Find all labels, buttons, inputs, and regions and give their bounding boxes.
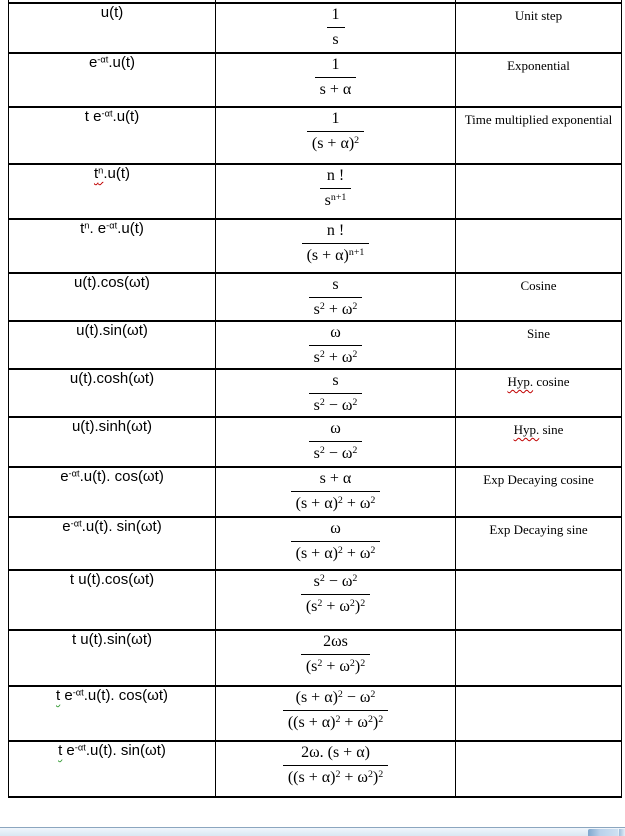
fraction	[307, 108, 364, 154]
time-function-cell	[9, 517, 216, 570]
text-segment: n !	[326, 222, 345, 239]
text-segment: 2ω. (s + α)	[301, 744, 370, 761]
fraction-numerator	[320, 165, 352, 189]
text-segment: Exp Decaying sine	[489, 522, 588, 537]
superscript: -αt	[68, 468, 80, 479]
table-row	[9, 219, 622, 273]
table-row	[9, 570, 622, 630]
table-row	[9, 686, 622, 741]
time-function-cell	[9, 741, 216, 797]
superscript: n+1	[348, 247, 365, 259]
fraction	[301, 631, 370, 677]
fraction	[327, 4, 345, 50]
signal-name-cell	[456, 517, 622, 570]
text-segment: t e	[84, 108, 102, 125]
fraction-denominator	[301, 655, 370, 677]
scrollbar-corner	[619, 829, 625, 836]
text-segment: Hyp.	[513, 422, 540, 437]
time-function-cell	[9, 53, 216, 107]
fraction-denominator	[291, 492, 381, 514]
superscript: 2	[317, 598, 323, 610]
superscript: -αt	[101, 108, 113, 119]
fraction-numerator	[302, 220, 370, 244]
text-segment: ω	[330, 420, 341, 437]
time-function-cell	[9, 219, 216, 273]
superscript: 2	[337, 545, 343, 557]
superscript: n	[98, 165, 104, 176]
time-function-cell	[9, 570, 216, 630]
fraction	[283, 687, 388, 733]
text-segment: e	[60, 468, 69, 485]
superscript: 2	[319, 397, 325, 409]
text-segment: )	[354, 658, 361, 675]
table-row	[9, 321, 622, 369]
laplace-transform-table	[8, 0, 622, 798]
fraction-numerator	[315, 54, 357, 78]
signal-name-cell	[456, 630, 622, 686]
text-segment: .u(t)	[117, 220, 144, 237]
text-segment: − ω	[324, 445, 353, 462]
text-segment: Hyp.	[507, 374, 534, 389]
laplace-table-body	[9, 0, 622, 797]
fraction-denominator	[309, 298, 363, 320]
text-segment: t	[93, 165, 99, 182]
fraction-denominator	[315, 78, 357, 100]
text-segment: s	[313, 349, 320, 366]
text-segment: u(t).sin(ωt)	[76, 322, 148, 339]
table-row	[9, 3, 622, 53]
fraction	[309, 274, 363, 320]
fraction-numerator	[309, 274, 363, 298]
fraction	[309, 418, 363, 464]
table-row	[9, 369, 622, 417]
superscript: 2	[370, 495, 376, 507]
text-segment: e	[62, 742, 75, 759]
signal-name-cell	[456, 273, 622, 321]
superscript: 2	[352, 349, 358, 361]
text-segment: (s + α)	[295, 545, 338, 562]
text-segment: u(t).sinh(ωt)	[71, 418, 153, 435]
text-segment: 2ωs	[323, 633, 348, 650]
text-segment: ((s + α)	[287, 714, 336, 731]
time-function-cell	[9, 369, 216, 417]
time-function-cell	[9, 273, 216, 321]
text-segment: .u(t). cos(ωt)	[83, 687, 168, 704]
time-function-cell	[9, 467, 216, 517]
superscript: 2	[360, 658, 366, 670]
fraction	[309, 370, 363, 416]
text-segment: + ω	[324, 301, 353, 318]
laplace-transform-cell	[216, 417, 456, 467]
text-segment: 1	[331, 56, 340, 73]
fraction-denominator	[301, 595, 370, 617]
text-segment: .u(t)	[103, 165, 130, 182]
fraction	[320, 165, 352, 211]
superscript: 2	[349, 658, 355, 670]
text-segment: − ω	[324, 573, 353, 590]
text-segment: − ω	[342, 689, 371, 706]
text-segment: + ω	[340, 769, 368, 786]
text-segment: + ω	[342, 495, 371, 512]
superscript: 2	[349, 598, 355, 610]
laplace-transform-cell	[216, 107, 456, 164]
time-function-cell	[9, 417, 216, 467]
fraction	[301, 571, 370, 617]
superscript: 2	[370, 545, 376, 557]
scrollbar-thumb[interactable]	[588, 829, 618, 836]
fraction	[309, 322, 363, 368]
time-function-cell	[9, 321, 216, 369]
fraction	[302, 220, 370, 266]
table-row	[9, 107, 622, 164]
table-row	[9, 53, 622, 107]
text-segment: (s	[305, 658, 318, 675]
text-segment: (s + α)	[311, 135, 355, 152]
laplace-transform-cell	[216, 570, 456, 630]
signal-name-cell	[456, 3, 622, 53]
text-segment: u(t).cos(ωt)	[74, 274, 150, 291]
fraction	[315, 54, 357, 100]
superscript: n	[84, 220, 90, 231]
fraction-numerator	[291, 468, 381, 492]
fraction-numerator	[309, 322, 363, 346]
text-segment: ω	[330, 324, 341, 341]
superscript: 2	[367, 769, 373, 781]
superscript: 2	[352, 573, 358, 585]
superscript: 2	[319, 573, 325, 585]
laplace-transform-cell	[216, 273, 456, 321]
signal-name-cell	[456, 467, 622, 517]
superscript: 2	[378, 714, 384, 726]
table-row	[9, 467, 622, 517]
text-segment: e	[60, 687, 73, 704]
text-segment: Cosine	[520, 278, 557, 293]
signal-name-cell	[456, 369, 622, 417]
fraction-numerator	[301, 571, 370, 595]
laplace-transform-cell	[216, 53, 456, 107]
table-row	[9, 630, 622, 686]
text-segment: Sine	[526, 326, 551, 341]
superscript: 2	[352, 445, 358, 457]
fraction-numerator	[291, 518, 381, 542]
text-segment: s + α	[319, 81, 352, 98]
text-segment: u(t).cosh(ωt)	[69, 370, 155, 387]
text-segment: Unit step	[514, 8, 563, 23]
fraction-numerator	[309, 418, 363, 442]
text-segment: t	[56, 687, 61, 704]
text-segment: s	[332, 372, 339, 389]
text-segment: t u(t).sin(ωt)	[71, 631, 153, 648]
laplace-transform-cell	[216, 517, 456, 570]
superscript: -αt	[97, 54, 109, 65]
text-segment: (s	[305, 598, 318, 615]
text-segment: + ω	[340, 714, 368, 731]
text-segment: cosine	[533, 374, 570, 389]
text-segment: Time multiplied exponential	[464, 112, 613, 127]
text-segment: 1	[331, 110, 340, 127]
table-row	[9, 417, 622, 467]
fraction-numerator	[327, 4, 345, 28]
text-segment: + ω	[342, 545, 371, 562]
text-segment: t	[58, 742, 63, 759]
time-function-cell	[9, 107, 216, 164]
text-segment: s	[324, 192, 331, 209]
time-function-cell	[9, 164, 216, 219]
fraction-denominator	[283, 711, 388, 733]
laplace-transform-cell	[216, 3, 456, 53]
superscript: 2	[352, 397, 358, 409]
text-segment: + ω	[322, 598, 350, 615]
fraction-denominator	[291, 542, 381, 564]
text-segment: Exp Decaying cosine	[483, 472, 594, 487]
spellcheck-squiggle	[94, 165, 103, 182]
superscript: n+1	[330, 192, 347, 204]
superscript: 2	[367, 714, 373, 726]
fraction-numerator	[307, 108, 364, 132]
text-segment: s	[332, 31, 339, 48]
fraction-denominator	[327, 28, 345, 50]
laplace-transform-cell	[216, 630, 456, 686]
time-function-cell	[9, 630, 216, 686]
laplace-transform-cell	[216, 219, 456, 273]
text-segment: .u(t)	[108, 54, 136, 71]
signal-name-cell	[456, 417, 622, 467]
text-segment: n !	[326, 167, 345, 184]
laplace-transform-cell	[216, 741, 456, 797]
superscript: -αt	[72, 687, 84, 698]
signal-name-cell	[456, 219, 622, 273]
text-segment: s	[313, 301, 320, 318]
text-segment: )	[372, 769, 379, 786]
text-segment: .u(t). cos(ωt)	[79, 468, 164, 485]
superscript: 2	[352, 301, 358, 313]
time-function-cell	[9, 686, 216, 741]
horizontal-scrollbar[interactable]	[0, 827, 625, 836]
text-segment: . e	[89, 220, 107, 237]
superscript: 2	[360, 598, 366, 610]
fraction-numerator	[283, 742, 388, 766]
fraction-numerator	[283, 687, 388, 711]
text-segment: .u(t). sin(ωt)	[81, 518, 162, 535]
superscript: 2	[317, 658, 323, 670]
text-segment: .u(t). sin(ωt)	[85, 742, 166, 759]
laplace-transform-cell	[216, 369, 456, 417]
text-segment: (s + α)	[295, 495, 338, 512]
text-segment: e	[62, 518, 71, 535]
text-segment: s	[313, 397, 320, 414]
fraction-denominator	[309, 394, 363, 416]
text-segment: − ω	[324, 397, 353, 414]
text-segment: s + α	[319, 470, 352, 487]
superscript: -αt	[70, 518, 82, 529]
text-segment: + ω	[322, 658, 350, 675]
superscript: 2	[335, 769, 341, 781]
text-segment: t	[80, 220, 85, 237]
fraction-denominator	[302, 244, 370, 266]
signal-name-cell	[456, 321, 622, 369]
text-segment: sine	[539, 422, 564, 437]
text-segment: (s + α)	[295, 689, 338, 706]
signal-name-cell	[456, 53, 622, 107]
text-segment: (s + α)	[306, 247, 349, 264]
superscript: 2	[335, 714, 341, 726]
signal-name-cell	[456, 570, 622, 630]
fraction	[283, 742, 388, 788]
table-row	[9, 517, 622, 570]
superscript: 2	[370, 689, 376, 701]
fraction-numerator	[301, 631, 370, 655]
fraction-denominator	[320, 189, 352, 211]
time-function-cell	[9, 3, 216, 53]
superscript: -αt	[106, 220, 118, 231]
superscript: 2	[354, 135, 360, 147]
text-segment: 1	[331, 6, 340, 23]
text-segment: s	[313, 573, 320, 590]
fraction-numerator	[309, 370, 363, 394]
table-row	[9, 741, 622, 797]
laplace-transform-cell	[216, 164, 456, 219]
signal-name-cell	[456, 686, 622, 741]
superscript: 2	[319, 301, 325, 313]
spellcheck-squiggle	[507, 374, 533, 389]
text-segment: s	[313, 445, 320, 462]
table-row	[9, 164, 622, 219]
text-segment: .u(t)	[112, 108, 140, 125]
fraction-denominator	[309, 442, 363, 464]
fraction	[291, 518, 381, 564]
laplace-transform-cell	[216, 467, 456, 517]
text-segment: )	[372, 714, 379, 731]
superscript: 2	[378, 769, 384, 781]
text-segment: )	[354, 598, 361, 615]
superscript: 2	[319, 349, 325, 361]
laplace-transform-cell	[216, 321, 456, 369]
signal-name-cell	[456, 741, 622, 797]
fraction-denominator	[307, 132, 364, 154]
superscript: 2	[337, 689, 343, 701]
signal-name-cell	[456, 107, 622, 164]
fraction-denominator	[309, 346, 363, 368]
table-row	[9, 273, 622, 321]
laplace-transform-cell	[216, 686, 456, 741]
text-segment: + ω	[324, 349, 353, 366]
fraction-denominator	[283, 766, 388, 788]
signal-name-cell	[456, 164, 622, 219]
fraction	[291, 468, 381, 514]
spellcheck-squiggle	[514, 422, 540, 437]
superscript: 2	[319, 445, 325, 457]
text-segment: Exponential	[507, 58, 570, 73]
text-segment: t u(t).cos(ωt)	[69, 571, 155, 588]
text-segment: e	[88, 54, 98, 71]
text-segment: ω	[330, 520, 341, 537]
superscript: -αt	[74, 742, 86, 753]
text-segment: ((s + α)	[287, 769, 336, 786]
superscript: 2	[337, 495, 343, 507]
text-segment: s	[332, 276, 339, 293]
text-segment: u(t)	[100, 4, 124, 21]
